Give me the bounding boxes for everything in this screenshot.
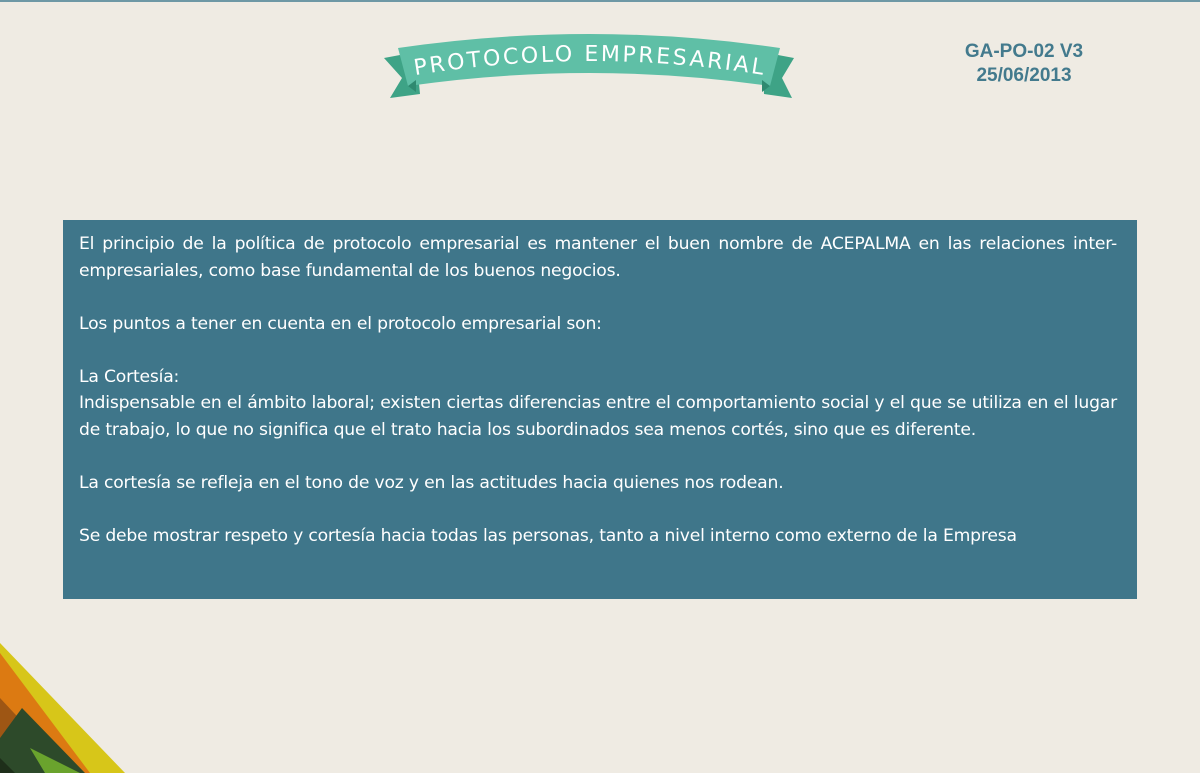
- document-code: GA-PO-02 V3: [964, 41, 1084, 62]
- top-border-line: [0, 0, 1200, 2]
- intro-paragraph: El principio de la política de protocolo empresarial es mantener el buen nombre de ACEPALMA en las relaciones inter-empresariales, como base fundamental de los buenos negocios.: [79, 234, 1117, 281]
- tone-paragraph: La cortesía se refleja en el tono de voz y en las actitudes hacia quienes nos rodean.: [79, 472, 784, 493]
- svg-text:PROTOCOLO EMPRESARIAL: [412, 42, 768, 81]
- courtesy-paragraph: Indispensable en el ámbito laboral; existen ciertas diferencias entre el comportamiento social y el que se utiliza en el lugar de trabajo, lo que no significa que el trato hacia los subordinados sea menos cortés, sino que es diferente.: [79, 393, 1117, 440]
- section-heading: La Cortesía:: [79, 366, 180, 387]
- title-banner: [380, 18, 800, 102]
- corner-decoration: [0, 643, 130, 773]
- document-date: 25/06/2013: [976, 65, 1072, 86]
- banner-title: PROTOCOLO EMPRESARIAL: [412, 41, 768, 82]
- respect-paragraph: Se debe mostrar respeto y cortesía hacia todas las personas, tanto a nivel interno como externo de la Empresa: [79, 525, 1017, 546]
- banner-title-svg: [380, 18, 800, 102]
- points-intro-paragraph: Los puntos a tener en cuenta en el protocolo empresarial son:: [79, 313, 602, 334]
- document-code-block: [934, 40, 1114, 88]
- content-panel: [63, 220, 1137, 599]
